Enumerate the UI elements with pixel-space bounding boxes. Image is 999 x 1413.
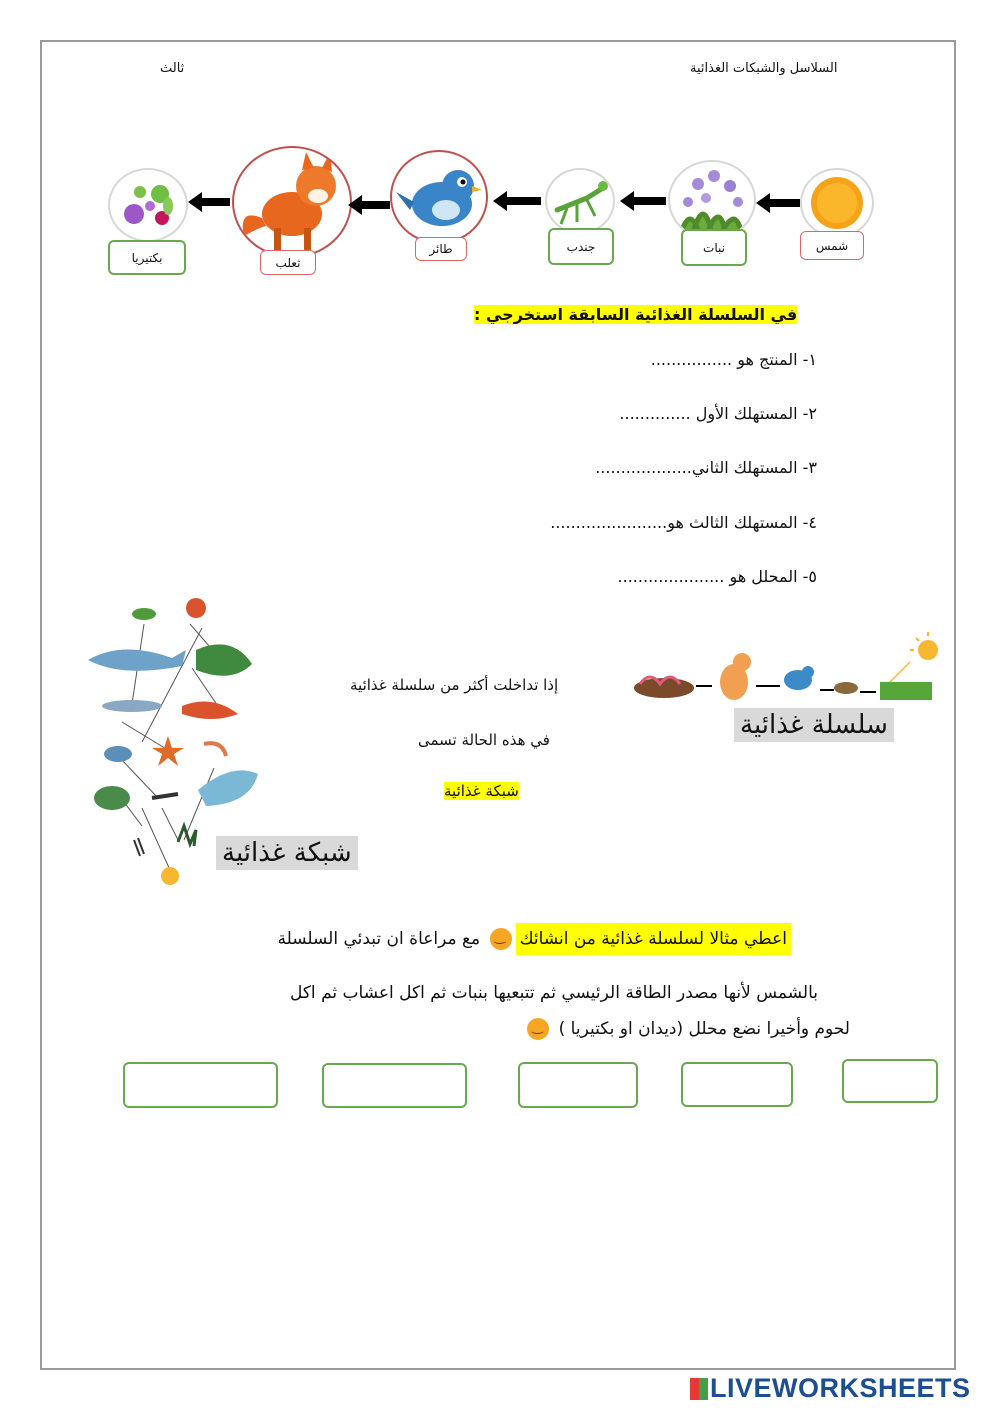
arrow-icon [768,199,800,207]
chain-label-fox: ثعلب [260,250,316,275]
arrow-icon [505,197,541,205]
question-3: ٣- المستهلك الثاني................... [595,458,817,477]
bacteria-icon [108,168,188,242]
arrow-icon [200,198,230,206]
food-chain-picture [630,630,946,706]
question-2: ٢- المستهلك الأول .............. [619,404,817,423]
worksheet-title: السلاسل والشبكات الغذائية [690,61,838,76]
smile-icon [490,928,512,950]
logo-icon [690,1378,708,1400]
extract-prompt: في السلسلة الغذائية السابقة استخرجي : [474,305,798,324]
web-text-line1: إذا تداخلت أكثر من سلسلة غذائية [350,676,559,694]
question-5: ٥- المحلل هو ..................... [617,567,817,586]
answer-box-5[interactable] [123,1062,278,1108]
chain-label-bird: طائر [415,237,467,261]
arrow-icon [632,197,666,205]
answer-box-1[interactable] [842,1059,938,1103]
chain-label-sun: شمس [800,231,864,260]
mantis-icon [545,168,615,234]
chain-title: سلسلة غذائية [734,708,894,742]
arrow-icon [360,201,390,209]
chain-label-bacteria: بكتيريا [108,240,186,275]
answer-box-3[interactable] [518,1062,638,1108]
answer-box-4[interactable] [322,1063,467,1108]
chain-label-plant: نبات [681,229,747,266]
bird-icon [390,150,488,244]
task-line3: لحوم وأخيرا نضع محلل (ديدان او بكتيريا ) ‿ [523,1018,850,1040]
plant-icon [668,160,756,240]
task-line2: بالشمس لأنها مصدر الطاقة الرئيسي ثم تتبعيها بنبات ثم اكل اعشاب ثم اكل [289,983,818,1003]
web-text-answer: شبكة غذائية [444,782,519,800]
smile-icon [527,1018,549,1040]
fox-icon [232,146,352,258]
web-title: شبكة غذائية [216,836,358,870]
grade-label: ثالث [160,61,185,76]
question-1: ١- المنتج هو ................ [650,350,817,369]
brand-logo: LIVEWORKSHEETS [690,1373,971,1404]
chain-label-mantis: جندب [548,228,614,265]
sun-icon [800,168,874,238]
task-line1: اعطي مثالا لسلسلة غذائية من انشائك‿ مع مراعاة ان تبدئي السلسلة [277,928,791,950]
question-4: ٤- المستهلك الثالث هو....................... [550,513,817,532]
web-text-line2: في هذه الحالة تسمى [418,731,550,749]
answer-box-2[interactable] [681,1062,793,1107]
